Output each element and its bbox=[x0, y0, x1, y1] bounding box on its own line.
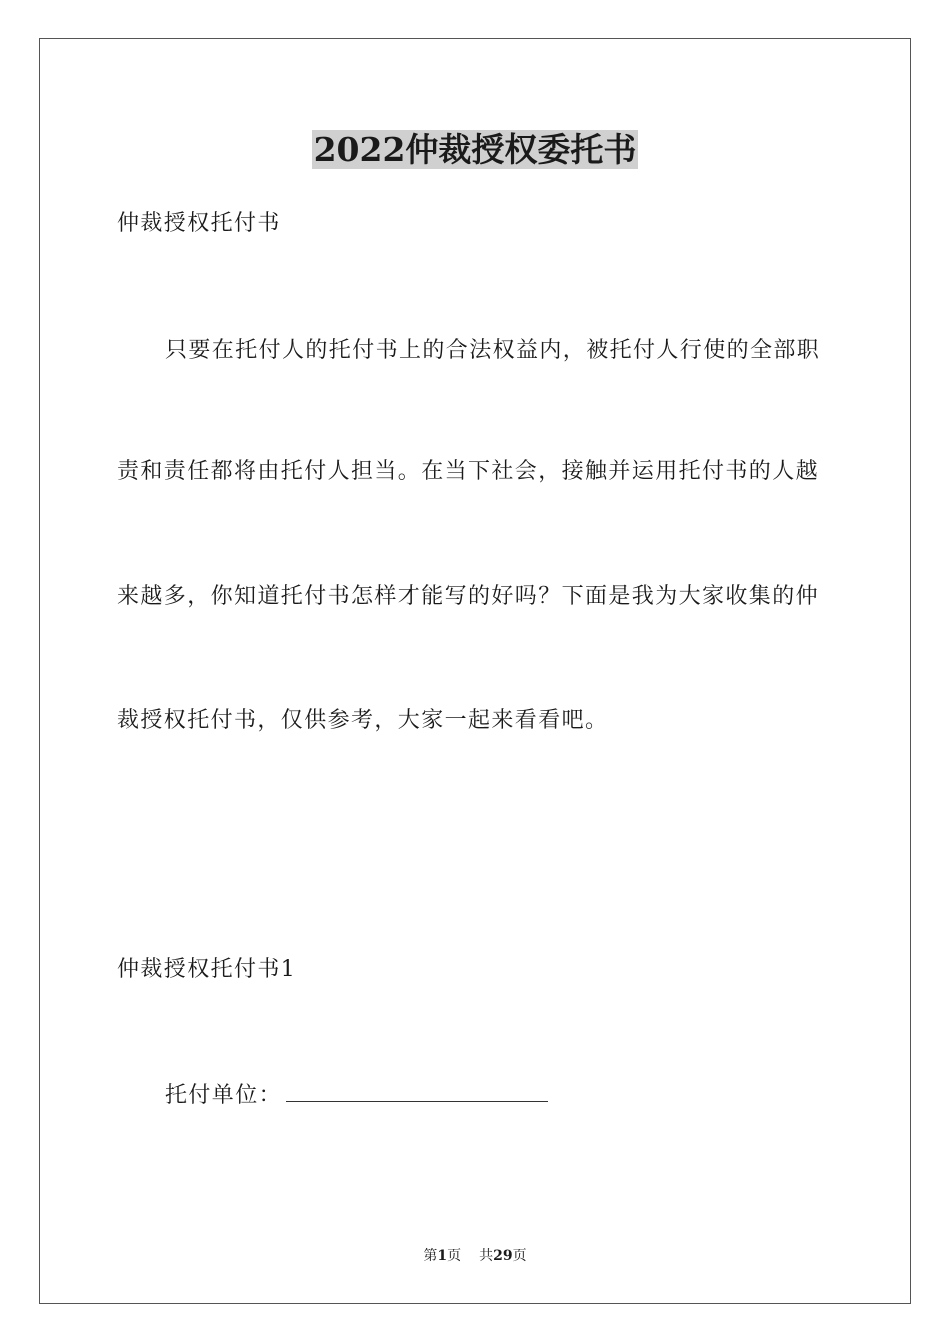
field-row-entrusting-unit bbox=[165, 1081, 548, 1111]
paragraph-line-2: 责和责任都将由托付人担当。在当下社会，接触并运用托付书的人越 bbox=[117, 459, 820, 484]
total-suffix: 页 bbox=[512, 1248, 527, 1264]
paragraph-line-1: 只要在托付人的托付书上的合法权益内，被托付人行使的全部职 bbox=[165, 338, 821, 363]
document-subtitle: 仲裁授权托付书 bbox=[117, 211, 281, 236]
page-current-number: 1 bbox=[437, 1248, 448, 1264]
document-title bbox=[0, 128, 950, 172]
page-prefix: 第 bbox=[423, 1248, 438, 1264]
page-total-number: 29 bbox=[493, 1248, 513, 1264]
total-prefix: 共 bbox=[479, 1248, 494, 1264]
fill-in-blank-line bbox=[286, 1083, 548, 1102]
field-label: 托付单位： bbox=[165, 1083, 283, 1108]
page-footer bbox=[0, 1247, 950, 1265]
document-title-text: 2022仲裁授权委托书 bbox=[313, 130, 637, 169]
section-heading: 仲裁授权托付书1 bbox=[117, 957, 297, 982]
paragraph-line-3: 来越多，你知道托付书怎样才能写的好吗？下面是我为大家收集的仲 bbox=[117, 584, 820, 609]
paragraph-line-4: 裁授权托付书，仅供参考，大家一起来看看吧。 bbox=[117, 708, 609, 733]
page-suffix: 页 bbox=[447, 1248, 462, 1264]
